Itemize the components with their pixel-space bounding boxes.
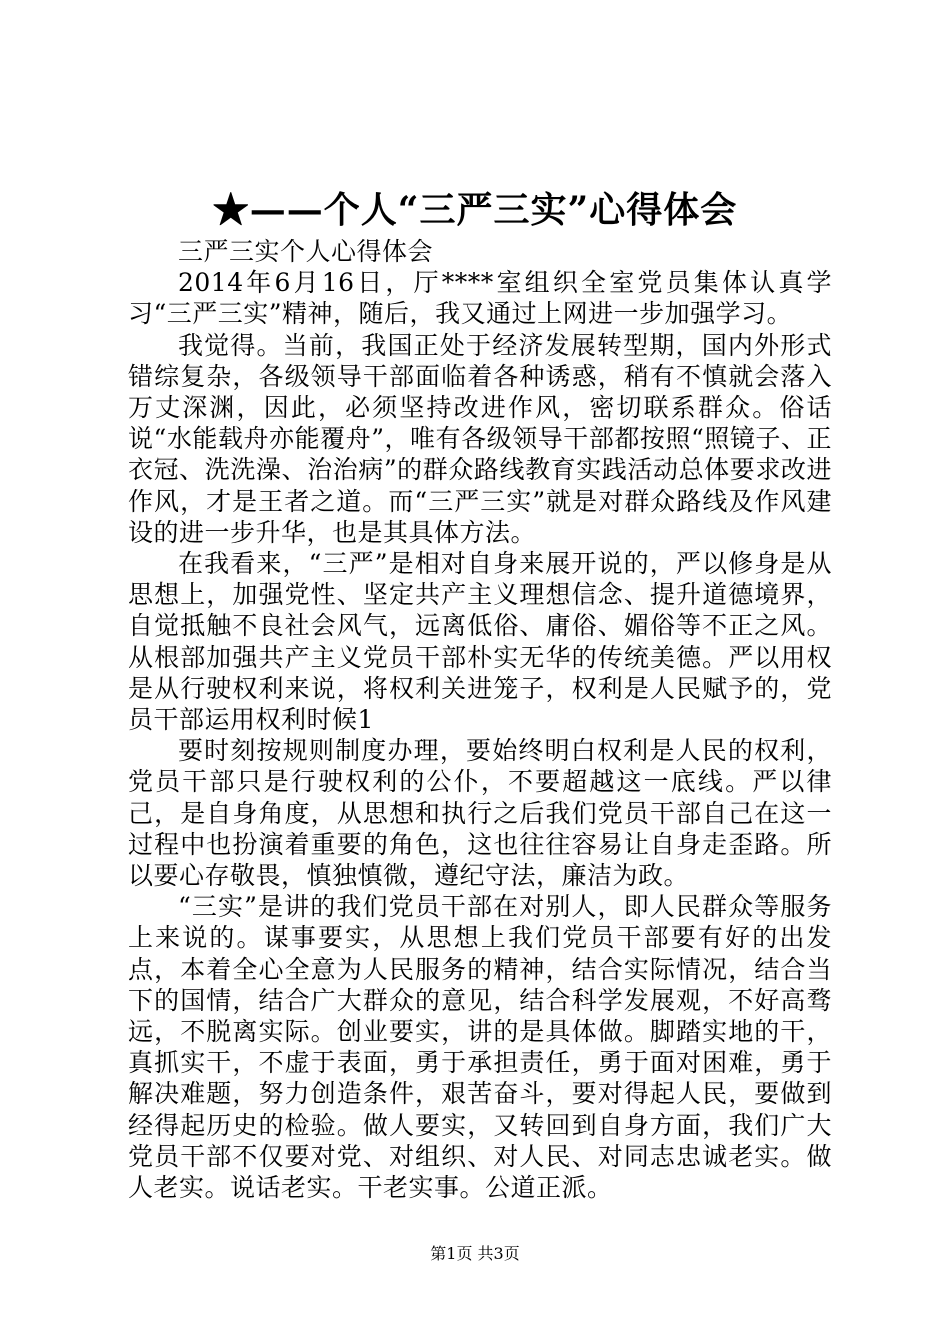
paragraph: 我觉得。当前，我国正处于经济发展转型期，国内外形式错综复杂，各级领导干部面临着各种诱惑，稍有不慎就会落入万丈深渊，因此，必须坚持改进作风，密切联系群众。俗话说“水能载舟亦能覆舟”，唯有各级领导干部都按照“照镜子、正衣冠、洗洗澡、治治病”的群众路线教育实践活动总体要求改进作风，才是王者之道。而“三严三实”就是对群众路线及作风建设的进一步升华，也是其具体方法。 [128,330,832,547]
paragraph-subtitle: 三严三实个人心得体会 [178,237,434,266]
paragraph: 2014年6月16日，厅****室组织全室党员集体认真学习“三严三实”精神，随后，我又通过上网进一步加强学习。 [128,268,832,329]
paragraph: “三实”是讲的我们党员干部在对别人，即人民群众等服务上来说的。谋事要实，从思想上我们党员干部要有好的出发点，本着全心全意为人民服务的精神，结合实际情况，结合当下的国情，结合广大群众的意见，结合科学发展观，不好高骛远，不脱离实际。创业要实，讲的是具体做。脚踏实地的干，真抓实干，不虚于表面，勇于承担责任，勇于面对困难，勇于解决难题，努力创造条件，艰苦奋斗，要对得起人民，要做到经得起历史的检验。做人要实，又转回到自身方面，我们广大党员干部不仅要对党、对组织、对人民、对同志忠诚老实。做人老实。说话老实。干老实事。公道正派。 [128,892,832,1203]
paragraph: 要时刻按规则制度办理，要始终明白权利是人民的权利，党员干部只是行驶权利的公仆，不要超越这一底线。严以律己，是自身角度，从思想和执行之后我们党员干部自己在这一过程中也扮演着重要的角色，这也往往容易让自身走歪路。所以要心存敬畏，慎独慎微，遵纪守法，廉洁为政。 [128,736,832,891]
document-title: ★——个人“三严三实”心得体会 [212,189,738,231]
page-footer: 第1页 共3页 [430,1244,520,1263]
document-body [128,236,832,1203]
paragraph: 在我看来，“三严”是相对自身来展开说的，严以修身是从思想上，加强党性、坚定共产主义理想信念、提升道德境界，自觉抵触不良社会风气，远离低俗、庸俗、媚俗等不正之风。从根部加强共产主义党员干部朴实无华的传统美德。严以用权是从行驶权利来说，将权利关进笼子，权利是人民赋予的，党员干部运用权利时候1 [128,549,832,735]
